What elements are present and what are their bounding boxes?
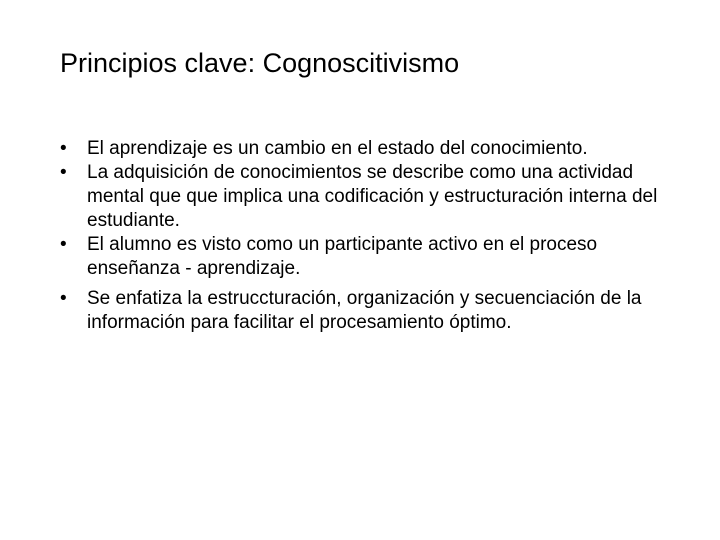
bullet-text: El alumno es visto como un participante activo en el proceso enseñanza - aprendizaje. (87, 234, 598, 279)
bullet-text: Se enfatiza la estruccturación, organización y secuenciación de la información para facilitar el procesamiento óptimo. (87, 288, 642, 333)
bullet-dot-icon: • (60, 138, 67, 159)
bullet-text: El aprendizaje es un cambio en el estado del conocimiento. (87, 138, 588, 159)
bullet-list (0, 137, 720, 335)
bullet-item (0, 161, 682, 233)
bullet-dot-icon: • (60, 234, 67, 255)
bullet-dot-icon: • (60, 288, 67, 309)
bullet-item (0, 233, 682, 281)
bullet-item (0, 137, 682, 161)
bullet-text: La adquisición de conocimientos se describe como una actividad mental que que implica una codificación y estructuración interna del estudiante. (87, 162, 658, 231)
bullet-dot-icon: • (60, 162, 67, 183)
slide-title: Principios clave: Cognoscitivismo (60, 48, 460, 78)
bullet-item (0, 287, 682, 335)
